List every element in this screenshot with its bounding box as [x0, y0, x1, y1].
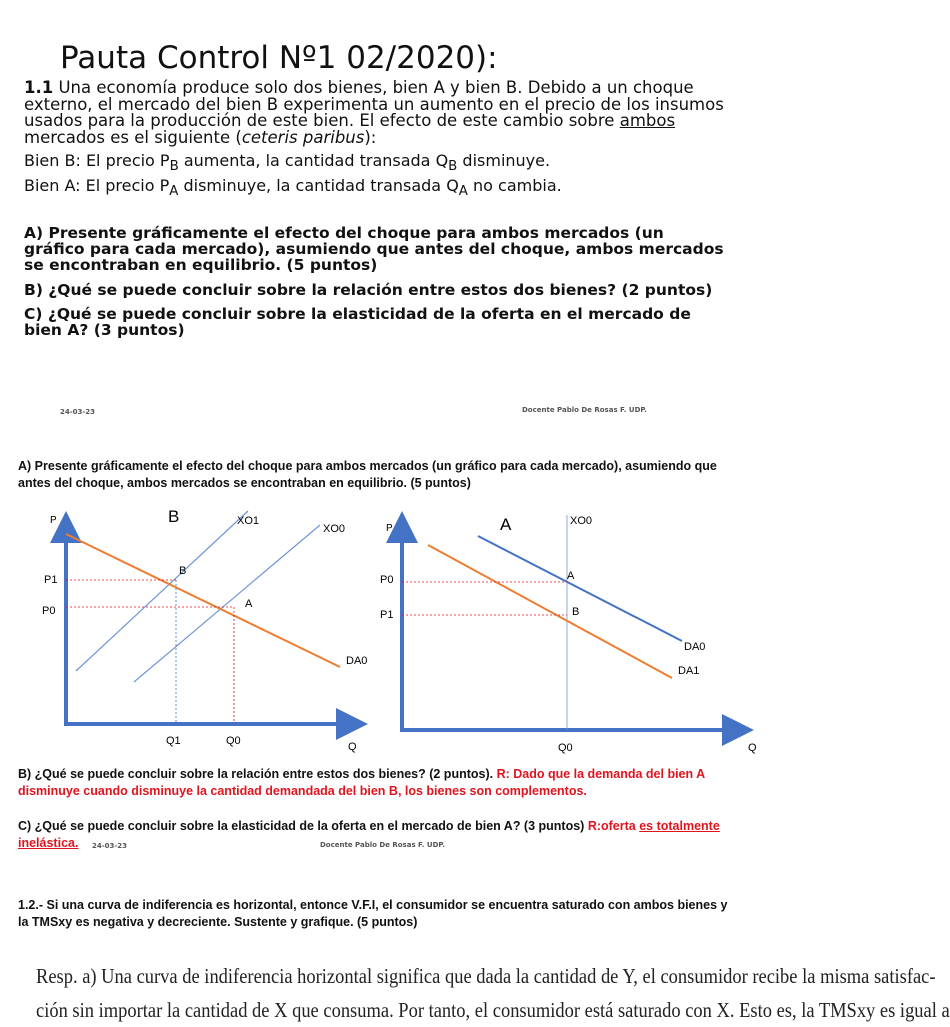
question-a-repeat: A) Presente gráficamente el efecto del choque para ambos mercados (un gráfico para cada mercado), asumiendo que antes del choque, ambos mercados se encontraban en equilibrio. (5 puntos) — [18, 459, 717, 490]
page-title: Pauta Control Nº1 02/2020): — [60, 40, 498, 76]
demand-curve-da0 — [66, 534, 340, 667]
subscript: B — [169, 159, 179, 175]
label-p0: P0 — [380, 574, 394, 586]
statement-text: no cambia. — [467, 176, 562, 195]
label-da0: DA0 — [684, 641, 706, 653]
graph-title: B — [168, 507, 180, 526]
label-p1: P1 — [44, 574, 58, 586]
response-line-2: ción sin importar la cantidad de X que consuma. Por tanto, el consumidor está saturado con X. Esto es, la TMSxy es igual a — [36, 998, 950, 1022]
statement-text: aumenta, la cantidad transada Q — [178, 151, 449, 170]
label-p1: P1 — [380, 609, 394, 621]
point-a: A — [245, 598, 253, 610]
label-xo1: XO1 — [237, 515, 260, 527]
question-1-1 — [24, 80, 724, 146]
question-text: ): — [364, 127, 377, 147]
label-xo0: XO0 — [323, 523, 346, 535]
label-da0: DA0 — [346, 655, 368, 667]
question-b-answer — [18, 766, 738, 800]
bien-a-statement — [24, 176, 562, 199]
answer-b: R: Dado que la demanda del bien A disminuye cuando disminuye la cantidad demandada del bien B, los bienes son complementos. — [18, 767, 705, 798]
underlined-word: ambos — [619, 111, 676, 130]
label-q1: Q1 — [166, 735, 181, 747]
statement-text: Bien B: El precio P — [24, 151, 170, 170]
question-number: 1.1 — [24, 78, 54, 97]
answer-c: R:oferta — [587, 819, 640, 833]
question-c: C) ¿Qué se puede concluir sobre la elasticidad de la oferta en el mercado de bien A? (3 puntos) — [24, 305, 691, 339]
question-a: A) Presente gráficamente el efecto del choque para ambos mercados (un gráfico para cada mercado), asumiendo que antes del choque, ambos mercados se encontraban en equilibrio. (5 puntos) — [24, 224, 724, 274]
subscript: B — [448, 159, 458, 175]
y-axis-label: P — [50, 515, 57, 526]
bien-b-statement — [24, 151, 550, 174]
response-line-1: Resp. a) Una curva de indiferencia horizontal significa que dada la cantidad de Y, el consumidor recibe la misma satisfac- — [36, 964, 936, 988]
statement-text: Bien A: El precio P — [24, 176, 170, 195]
x-axis-label: Q — [348, 741, 357, 753]
slide-date: 24-03-23 — [60, 408, 96, 416]
question-text: mercados es el siguiente ( — [24, 127, 242, 147]
slide-footer: Docente Pablo De Rosas F. UDP. — [320, 841, 445, 849]
label-q0: Q0 — [226, 735, 241, 747]
supply-curve-xo0 — [134, 525, 320, 682]
question-text: Una economía produce solo dos bienes, bien A y bien B. Debido a un choque externo, el mercado del bien B experimenta un aumento en el precio de los insumos usados para la producción de este bien. El efecto de este cambio sobre — [24, 78, 724, 130]
question-b-text: B) ¿Qué se puede concluir sobre la relación entre estos dos bienes? (2 puntos). — [18, 767, 497, 781]
subscript: A — [458, 184, 468, 200]
label-da1: DA1 — [678, 665, 700, 677]
demand-curve-da1 — [428, 545, 672, 678]
statement-text: disminuye, la cantidad transada Q — [178, 176, 459, 195]
statement-text: disminuye. — [457, 151, 551, 170]
graph-title: A — [500, 515, 512, 534]
question-c-text: C) ¿Qué se puede concluir sobre la elasticidad de la oferta en el mercado de bien A? (3 puntos) — [18, 819, 588, 833]
x-axis-label: Q — [748, 742, 757, 754]
graph-market-a — [380, 505, 768, 760]
question-1-2: 1.2.- Si una curva de indiferencia es horizontal, entonce V.F.I, el consumidor se encuentra saturado con ambos bienes y la TMSxy es negativa y decreciente. Sustente y grafique. (5 puntos) — [18, 898, 728, 929]
y-axis-label: P — [386, 523, 393, 534]
label-xo0: XO0 — [570, 515, 593, 527]
italic-term: ceteris paribus — [241, 127, 365, 147]
graph-market-b — [0, 505, 380, 755]
label-p0: P0 — [42, 605, 56, 617]
point-b: B — [179, 565, 187, 577]
point-b: B — [572, 606, 580, 618]
subscript: A — [169, 184, 179, 200]
answer-c-underlined: es totalmente inelástica. — [18, 819, 720, 850]
question-b: B) ¿Qué se puede concluir sobre la relación entre estos dos bienes? (2 puntos) — [24, 281, 713, 299]
supply-curve-xo1 — [76, 511, 248, 671]
slide-date: 24-03-23 — [92, 842, 128, 850]
label-q0: Q0 — [558, 742, 573, 754]
slide-footer: Docente Pablo De Rosas F. UDP. — [522, 406, 647, 414]
point-a: A — [567, 570, 575, 582]
